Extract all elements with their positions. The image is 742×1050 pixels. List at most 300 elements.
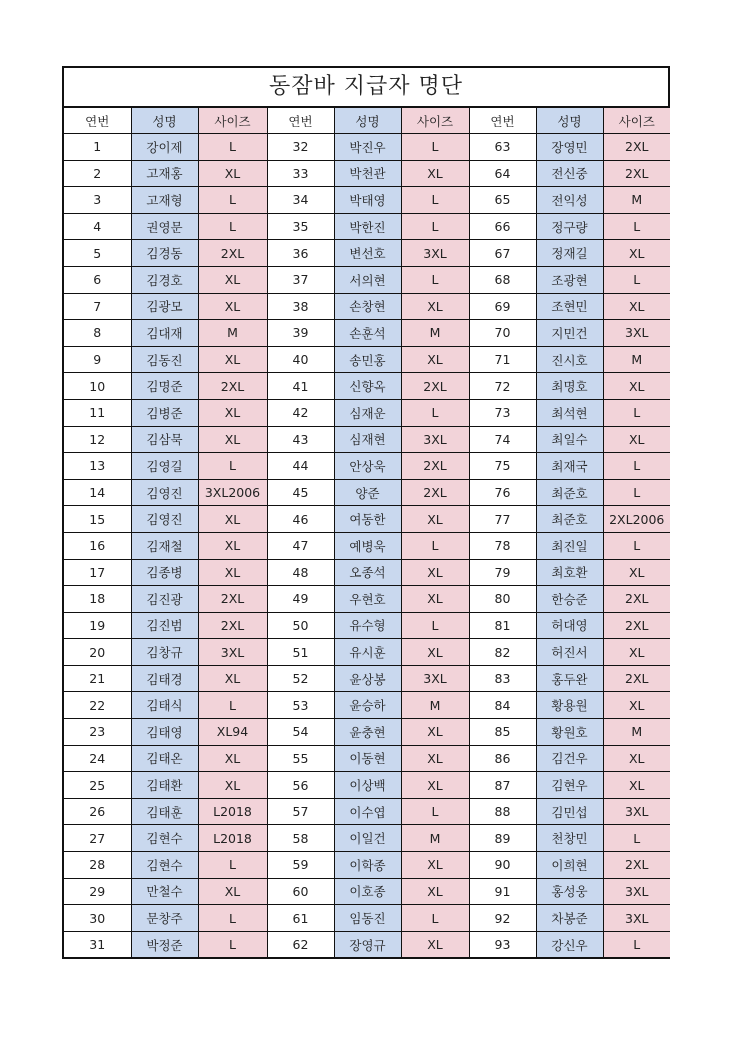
cell-size: XL: [603, 373, 670, 400]
cell-name: 조광현: [536, 266, 603, 293]
table-row: [64, 320, 670, 347]
cell-name: 최준호: [536, 479, 603, 506]
cell-size: 2XL: [401, 479, 469, 506]
cell-name: 김태영: [131, 719, 198, 746]
cell-name: 김병준: [131, 399, 198, 426]
cell-size: XL: [603, 639, 670, 666]
table-row: [64, 586, 670, 613]
cell-name: 윤승하: [334, 692, 401, 719]
cell-number: 2: [64, 160, 131, 187]
table-row: [64, 399, 670, 426]
cell-size: M: [603, 187, 670, 214]
cell-size: L: [603, 399, 670, 426]
cell-name: 여동한: [334, 506, 401, 533]
cell-name: 김종병: [131, 559, 198, 586]
cell-number: 75: [469, 453, 536, 480]
header-size-1: 사이즈: [198, 108, 267, 134]
table-row: [64, 745, 670, 772]
cell-size: XL: [198, 772, 267, 799]
cell-name: 우현호: [334, 586, 401, 613]
cell-number: 55: [267, 745, 334, 772]
cell-number: 85: [469, 719, 536, 746]
header-name-1: 성명: [131, 108, 198, 134]
cell-name: 박천관: [334, 160, 401, 187]
cell-size: L: [198, 931, 267, 957]
cell-name: 전신중: [536, 160, 603, 187]
cell-name: 조현민: [536, 293, 603, 320]
cell-number: 59: [267, 852, 334, 879]
cell-number: 47: [267, 532, 334, 559]
cell-name: 심재현: [334, 426, 401, 453]
cell-name: 지민건: [536, 320, 603, 347]
cell-name: 최재국: [536, 453, 603, 480]
cell-name: 김창규: [131, 639, 198, 666]
cell-number: 23: [64, 719, 131, 746]
cell-size: XL: [401, 346, 469, 373]
cell-size: 2XL: [401, 453, 469, 480]
cell-number: 78: [469, 532, 536, 559]
table-row: [64, 134, 670, 161]
cell-number: 71: [469, 346, 536, 373]
cell-size: 2XL: [603, 852, 670, 879]
cell-name: 이일건: [334, 825, 401, 852]
cell-number: 26: [64, 798, 131, 825]
cell-size: XL: [198, 426, 267, 453]
cell-name: 양준: [334, 479, 401, 506]
cell-number: 44: [267, 453, 334, 480]
cell-size: 3XL: [401, 240, 469, 267]
cell-size: XL: [198, 399, 267, 426]
cell-number: 76: [469, 479, 536, 506]
cell-number: 54: [267, 719, 334, 746]
cell-number: 39: [267, 320, 334, 347]
cell-name: 김현수: [131, 825, 198, 852]
header-number-3: 연번: [469, 108, 536, 134]
cell-size: L: [603, 479, 670, 506]
cell-number: 14: [64, 479, 131, 506]
cell-number: 41: [267, 373, 334, 400]
cell-number: 51: [267, 639, 334, 666]
cell-name: 문창주: [131, 905, 198, 932]
cell-size: L: [198, 453, 267, 480]
cell-size: XL: [603, 559, 670, 586]
cell-size: XL94: [198, 719, 267, 746]
cell-name: 윤충현: [334, 719, 401, 746]
cell-size: 2XL2006: [603, 506, 670, 533]
table-row: [64, 293, 670, 320]
table-row: [64, 479, 670, 506]
cell-number: 17: [64, 559, 131, 586]
header-number-1: 연번: [64, 108, 131, 134]
table-row: [64, 213, 670, 240]
cell-name: 정구량: [536, 213, 603, 240]
cell-name: 한승준: [536, 586, 603, 613]
sheet-title: 동잠바 지급자 명단: [64, 68, 668, 107]
cell-number: 73: [469, 399, 536, 426]
table-row: [64, 905, 670, 932]
cell-name: 김영길: [131, 453, 198, 480]
cell-name: 김명준: [131, 373, 198, 400]
cell-name: 이상백: [334, 772, 401, 799]
cell-name: 김민섭: [536, 798, 603, 825]
cell-name: 박정준: [131, 931, 198, 957]
cell-size: XL: [198, 745, 267, 772]
cell-number: 49: [267, 586, 334, 613]
cell-name: 최일수: [536, 426, 603, 453]
cell-size: L: [198, 134, 267, 161]
header-name-3: 성명: [536, 108, 603, 134]
cell-number: 48: [267, 559, 334, 586]
cell-size: XL: [401, 506, 469, 533]
cell-number: 25: [64, 772, 131, 799]
cell-number: 77: [469, 506, 536, 533]
cell-size: XL: [603, 772, 670, 799]
cell-size: XL: [603, 745, 670, 772]
cell-name: 황용원: [536, 692, 603, 719]
cell-size: 2XL: [198, 586, 267, 613]
cell-name: 임동진: [334, 905, 401, 932]
cell-size: L2018: [198, 825, 267, 852]
cell-number: 68: [469, 266, 536, 293]
cell-number: 33: [267, 160, 334, 187]
cell-size: L: [401, 187, 469, 214]
cell-name: 고재홍: [131, 160, 198, 187]
cell-name: 김태환: [131, 772, 198, 799]
cell-size: 3XL2006: [198, 479, 267, 506]
table-row: [64, 160, 670, 187]
cell-number: 86: [469, 745, 536, 772]
cell-name: 윤상봉: [334, 665, 401, 692]
cell-name: 이희현: [536, 852, 603, 879]
cell-name: 황원호: [536, 719, 603, 746]
cell-size: XL: [603, 426, 670, 453]
cell-name: 최준호: [536, 506, 603, 533]
cell-number: 6: [64, 266, 131, 293]
cell-size: L: [603, 213, 670, 240]
table-row: [64, 931, 670, 957]
cell-number: 89: [469, 825, 536, 852]
cell-name: 유시훈: [334, 639, 401, 666]
cell-name: 김진광: [131, 586, 198, 613]
cell-size: L: [603, 266, 670, 293]
cell-size: 2XL: [603, 586, 670, 613]
cell-number: 20: [64, 639, 131, 666]
cell-size: XL: [401, 293, 469, 320]
cell-number: 66: [469, 213, 536, 240]
table-row: [64, 240, 670, 267]
cell-size: M: [603, 719, 670, 746]
cell-number: 62: [267, 931, 334, 957]
cell-number: 56: [267, 772, 334, 799]
cell-size: L: [198, 692, 267, 719]
cell-size: L: [603, 532, 670, 559]
table-row: [64, 266, 670, 293]
cell-size: XL: [401, 559, 469, 586]
cell-number: 60: [267, 878, 334, 905]
cell-name: 김현우: [536, 772, 603, 799]
cell-name: 김태훈: [131, 798, 198, 825]
cell-name: 천창민: [536, 825, 603, 852]
cell-number: 22: [64, 692, 131, 719]
cell-name: 김광모: [131, 293, 198, 320]
cell-name: 김영진: [131, 479, 198, 506]
cell-name: 최석현: [536, 399, 603, 426]
cell-number: 53: [267, 692, 334, 719]
cell-number: 69: [469, 293, 536, 320]
cell-size: XL: [198, 293, 267, 320]
cell-name: 강이제: [131, 134, 198, 161]
cell-name: 신향옥: [334, 373, 401, 400]
cell-number: 70: [469, 320, 536, 347]
cell-size: L: [198, 187, 267, 214]
cell-number: 12: [64, 426, 131, 453]
cell-name: 박태영: [334, 187, 401, 214]
cell-size: XL: [401, 852, 469, 879]
cell-size: M: [401, 692, 469, 719]
cell-size: 3XL: [603, 320, 670, 347]
cell-number: 35: [267, 213, 334, 240]
cell-size: XL: [198, 266, 267, 293]
cell-size: 2XL: [603, 665, 670, 692]
cell-name: 고재형: [131, 187, 198, 214]
cell-size: XL: [401, 586, 469, 613]
cell-number: 19: [64, 612, 131, 639]
cell-name: 진시호: [536, 346, 603, 373]
cell-name: 최진일: [536, 532, 603, 559]
cell-name: 장영규: [334, 931, 401, 957]
cell-size: M: [198, 320, 267, 347]
cell-number: 83: [469, 665, 536, 692]
cell-size: L2018: [198, 798, 267, 825]
cell-number: 30: [64, 905, 131, 932]
cell-size: XL: [198, 665, 267, 692]
cell-number: 29: [64, 878, 131, 905]
cell-number: 4: [64, 213, 131, 240]
table-row: [64, 506, 670, 533]
cell-number: 43: [267, 426, 334, 453]
cell-size: XL: [198, 878, 267, 905]
cell-number: 27: [64, 825, 131, 852]
cell-size: M: [603, 346, 670, 373]
cell-number: 21: [64, 665, 131, 692]
header-number-2: 연번: [267, 108, 334, 134]
cell-name: 김태온: [131, 745, 198, 772]
cell-name: 박한진: [334, 213, 401, 240]
cell-number: 58: [267, 825, 334, 852]
table-row: [64, 665, 670, 692]
cell-name: 손창현: [334, 293, 401, 320]
cell-name: 심재운: [334, 399, 401, 426]
table-row: [64, 426, 670, 453]
cell-size: L: [401, 612, 469, 639]
cell-number: 65: [469, 187, 536, 214]
cell-size: 2XL: [401, 373, 469, 400]
cell-size: L: [401, 399, 469, 426]
cell-number: 7: [64, 293, 131, 320]
cell-size: L: [401, 213, 469, 240]
cell-number: 74: [469, 426, 536, 453]
cell-number: 8: [64, 320, 131, 347]
cell-size: L: [401, 134, 469, 161]
cell-number: 46: [267, 506, 334, 533]
cell-size: M: [401, 825, 469, 852]
cell-number: 81: [469, 612, 536, 639]
cell-name: 예병욱: [334, 532, 401, 559]
cell-number: 52: [267, 665, 334, 692]
cell-size: L: [603, 931, 670, 957]
cell-number: 88: [469, 798, 536, 825]
cell-size: 2XL: [603, 612, 670, 639]
cell-name: 허대영: [536, 612, 603, 639]
cell-size: 3XL: [603, 905, 670, 932]
cell-name: 변선호: [334, 240, 401, 267]
table-row: [64, 639, 670, 666]
cell-number: 11: [64, 399, 131, 426]
cell-name: 이호종: [334, 878, 401, 905]
cell-number: 40: [267, 346, 334, 373]
cell-number: 92: [469, 905, 536, 932]
cell-name: 차봉준: [536, 905, 603, 932]
cell-number: 72: [469, 373, 536, 400]
cell-size: 3XL: [603, 798, 670, 825]
roster-sheet: [62, 66, 670, 959]
cell-size: 3XL: [198, 639, 267, 666]
cell-size: 2XL: [198, 240, 267, 267]
cell-number: 50: [267, 612, 334, 639]
cell-name: 장영민: [536, 134, 603, 161]
cell-name: 송민홍: [334, 346, 401, 373]
cell-number: 32: [267, 134, 334, 161]
cell-number: 64: [469, 160, 536, 187]
cell-number: 38: [267, 293, 334, 320]
cell-size: L: [603, 453, 670, 480]
cell-name: 김삼묵: [131, 426, 198, 453]
table-row: [64, 532, 670, 559]
cell-name: 김재철: [131, 532, 198, 559]
table-row: [64, 373, 670, 400]
cell-size: XL: [401, 745, 469, 772]
table-row: [64, 878, 670, 905]
cell-number: 36: [267, 240, 334, 267]
cell-name: 이학종: [334, 852, 401, 879]
cell-number: 82: [469, 639, 536, 666]
cell-name: 이동현: [334, 745, 401, 772]
cell-name: 최호환: [536, 559, 603, 586]
cell-name: 김동진: [131, 346, 198, 373]
header-size-2: 사이즈: [401, 108, 469, 134]
cell-number: 61: [267, 905, 334, 932]
roster-table: [64, 107, 670, 957]
cell-size: L: [401, 798, 469, 825]
cell-size: 2XL: [603, 134, 670, 161]
cell-name: 허진서: [536, 639, 603, 666]
cell-name: 김대재: [131, 320, 198, 347]
cell-size: XL: [198, 346, 267, 373]
cell-number: 15: [64, 506, 131, 533]
cell-size: XL: [401, 719, 469, 746]
cell-number: 28: [64, 852, 131, 879]
cell-name: 홍두완: [536, 665, 603, 692]
cell-size: XL: [603, 240, 670, 267]
cell-size: L: [401, 905, 469, 932]
cell-size: L: [198, 905, 267, 932]
cell-name: 권영문: [131, 213, 198, 240]
cell-size: XL: [198, 532, 267, 559]
cell-number: 1: [64, 134, 131, 161]
cell-name: 오종석: [334, 559, 401, 586]
cell-number: 57: [267, 798, 334, 825]
cell-size: XL: [401, 931, 469, 957]
cell-number: 87: [469, 772, 536, 799]
cell-number: 10: [64, 373, 131, 400]
table-row: [64, 559, 670, 586]
cell-number: 5: [64, 240, 131, 267]
cell-size: L: [401, 266, 469, 293]
header-size-3: 사이즈: [603, 108, 670, 134]
cell-size: 2XL: [198, 373, 267, 400]
cell-name: 김태경: [131, 665, 198, 692]
cell-number: 79: [469, 559, 536, 586]
cell-number: 45: [267, 479, 334, 506]
cell-name: 박진우: [334, 134, 401, 161]
table-row: [64, 346, 670, 373]
cell-size: 2XL: [198, 612, 267, 639]
cell-size: 3XL: [603, 878, 670, 905]
cell-size: XL: [198, 506, 267, 533]
cell-size: XL: [198, 559, 267, 586]
cell-name: 정재길: [536, 240, 603, 267]
header-name-2: 성명: [334, 108, 401, 134]
cell-number: 16: [64, 532, 131, 559]
cell-size: M: [401, 320, 469, 347]
cell-size: L: [603, 825, 670, 852]
cell-number: 91: [469, 878, 536, 905]
cell-number: 24: [64, 745, 131, 772]
cell-number: 84: [469, 692, 536, 719]
table-row: [64, 852, 670, 879]
cell-number: 93: [469, 931, 536, 957]
cell-number: 63: [469, 134, 536, 161]
cell-name: 유수형: [334, 612, 401, 639]
cell-number: 42: [267, 399, 334, 426]
cell-size: 2XL: [603, 160, 670, 187]
table-row: [64, 798, 670, 825]
cell-number: 67: [469, 240, 536, 267]
cell-number: 18: [64, 586, 131, 613]
cell-name: 안상욱: [334, 453, 401, 480]
cell-name: 김경동: [131, 240, 198, 267]
cell-number: 34: [267, 187, 334, 214]
cell-size: XL: [401, 639, 469, 666]
cell-number: 37: [267, 266, 334, 293]
cell-size: L: [198, 852, 267, 879]
cell-name: 김건우: [536, 745, 603, 772]
cell-size: XL: [198, 160, 267, 187]
cell-size: XL: [401, 878, 469, 905]
table-row: [64, 612, 670, 639]
cell-number: 80: [469, 586, 536, 613]
cell-name: 손훈석: [334, 320, 401, 347]
cell-size: XL: [603, 692, 670, 719]
cell-number: 3: [64, 187, 131, 214]
cell-name: 김태식: [131, 692, 198, 719]
cell-name: 최명호: [536, 373, 603, 400]
cell-size: 3XL: [401, 426, 469, 453]
table-row: [64, 772, 670, 799]
cell-size: XL: [401, 772, 469, 799]
cell-name: 김현수: [131, 852, 198, 879]
cell-name: 전익성: [536, 187, 603, 214]
